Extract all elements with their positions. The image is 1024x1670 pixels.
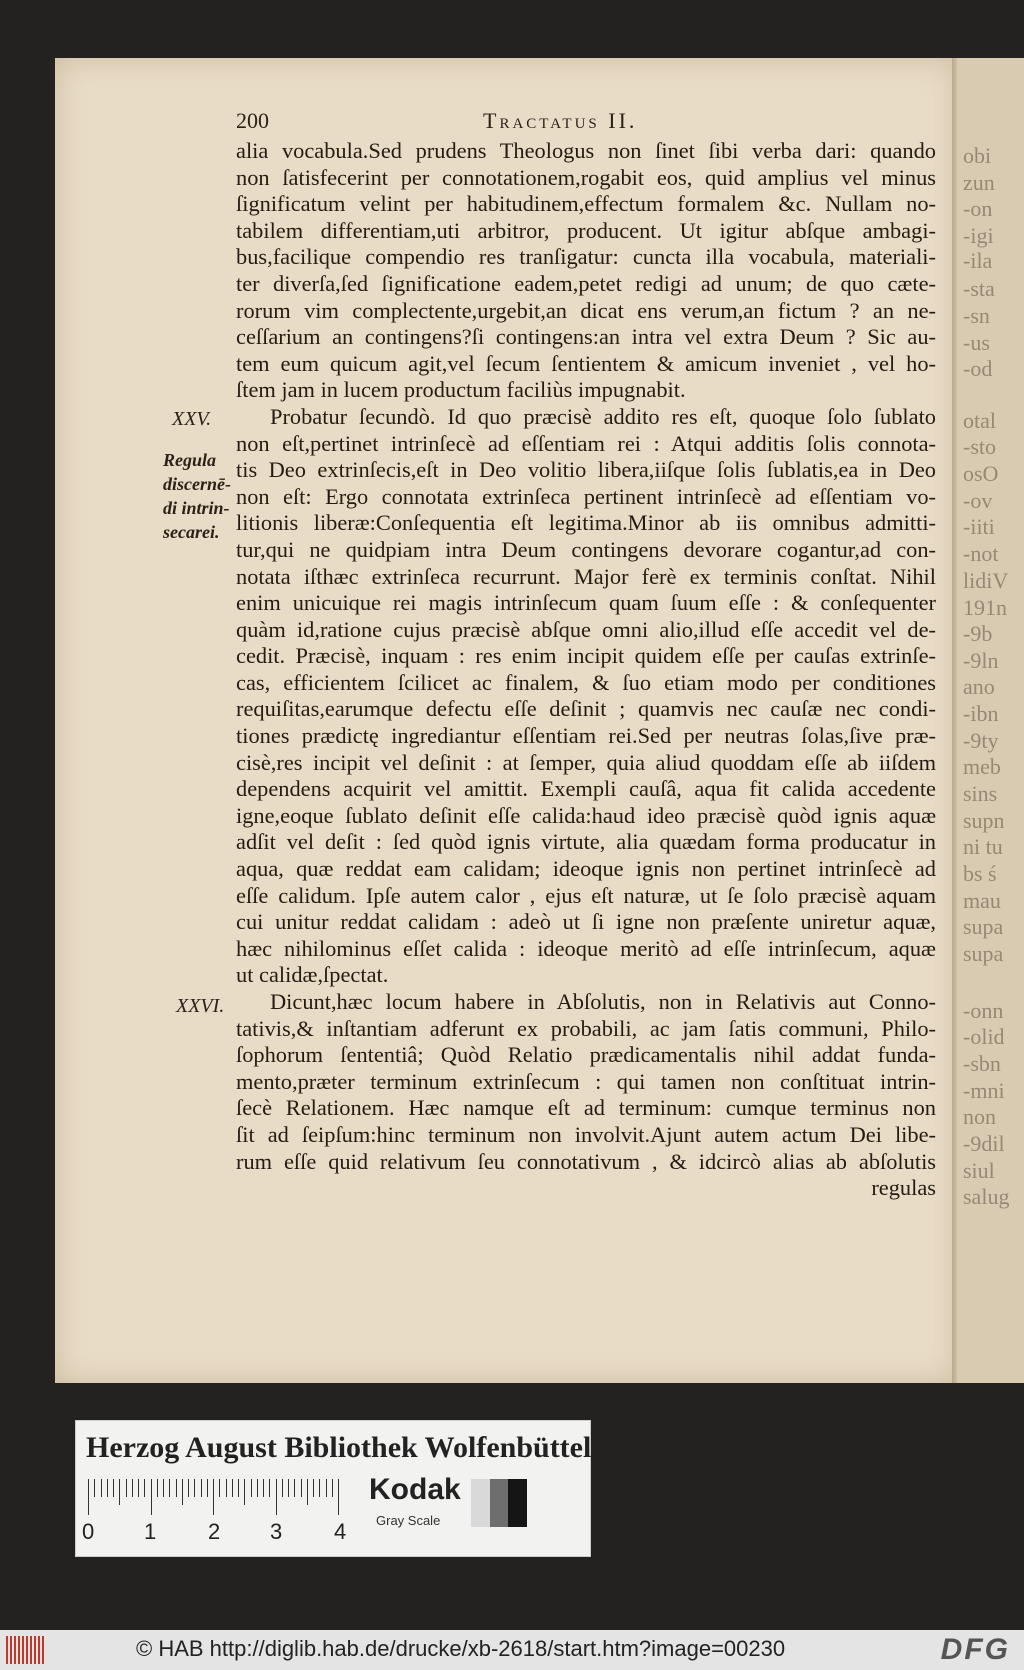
page-number: 200: [236, 108, 269, 133]
text-line: dependens acquirit vel amittit. Exempli cauſâ, aqua fit calida accedente: [236, 776, 936, 802]
text-line: tabilem differentiam,uti arbitror, producent. Ut igitur abſque ambagi-: [236, 217, 936, 243]
ruler-number: 4: [334, 1519, 347, 1544]
text-line: quàm id,ratione cujus præcisè abſque omni alio,illud eſſe accedit vel de-: [236, 616, 936, 642]
text-line: ut calidæ,ſpectat.: [236, 962, 389, 988]
text-line: tur,qui ne quidpiam intra Deum contingens devorare cogantur,ad con-: [236, 536, 936, 562]
text-line: cedit. Præcisè, inquam : res enim incipit quidem eſſe per cauſas extrinſe-: [236, 643, 936, 669]
margin-note-line: Regula: [163, 450, 217, 470]
text-line: requiſitas,earumque defectu eſſe deſinit ; quamvis nec cauſæ nec condi-: [236, 696, 936, 722]
text-line: ſit ad ſeipſum:hinc terminum non involvit.Ajunt autem actum Dei libe-: [236, 1121, 936, 1147]
text-line: cisè,res incipit vel deſinit : at ſemper, quia aliud quoddam eſſe ab iiſdem: [236, 749, 936, 775]
margin-note-line: discernē-: [163, 474, 231, 494]
ruler-tick: [244, 1479, 245, 1505]
ruler-tick: [169, 1479, 170, 1497]
text-line: tem eum quicum agit,vel ſecum ſentientem & amicum inveniet , vel ho-: [236, 350, 936, 376]
ruler-tick: [319, 1479, 320, 1497]
text-line: ſophorum ſententiâ; Quòd Relatio prædicamentalis nihil addat funda-: [236, 1042, 936, 1068]
ruler-tick: [269, 1479, 270, 1497]
text-line: notata iſthæc extrinſeca recurrunt. Major ferè ex terminis conſtat. Nihil: [236, 563, 936, 589]
margin-note-line: secarei.: [163, 522, 220, 542]
ruler-tick: [182, 1479, 183, 1505]
library-name: Herzog August Bibliothek Wolfenbüttel: [86, 1431, 592, 1464]
ruler-numbers: [82, 1519, 362, 1549]
text-line: enim unicuique rei magis intrinſecum quam ſuum eſſe : & conſequenter: [236, 590, 936, 616]
text-line: cas, efficientem ſcilicet ac finalem, & ſuo etiam modo per conditiones: [236, 669, 936, 695]
facing-page-edge: obi zun -on -igi -ila -sta -sn -us -od otal -sto osO -ov -iiti -not lidiV 191n -9b -9ln ano -ibn -9ty meb sins supn ni tu bs ś mau supa supa -onn -olid -sbn -mni non -9dil siul salug: [957, 58, 1024, 1383]
text-line: bus,facilique compendio res tranſigatur: cuncta illa vocabula, materiali-: [236, 244, 936, 270]
text-line: non ſatisfecerint per connotationem,rogabit eos, quid amplius vel minus: [236, 164, 936, 190]
gray-scale-label: Gray Scale: [376, 1513, 441, 1528]
text-line: alia vocabula.Sed prudens Theologus non ſinet ſibi verba dari: quando: [236, 138, 936, 163]
ruler-tick: [194, 1479, 195, 1497]
ruler-tick: [132, 1479, 133, 1497]
ruler-tick: [332, 1479, 333, 1497]
text-line: tis Deo extrinſecis,eſt in Deo volitio libera,iiſque ſolis ſublatis,ea in Deo: [236, 457, 936, 483]
margin-note: [163, 448, 231, 544]
ruler-tick: [238, 1479, 239, 1497]
ruler-tick: [138, 1479, 139, 1497]
ruler-tick: [288, 1479, 289, 1497]
text-line: Dicunt,hæc locum habere in Abſolutis, non in Relativis aut Conno-: [270, 989, 936, 1014]
text-line: Probatur ſecundò. Id quo præcisè addito res eſt, quoque ſolo ſublato: [270, 403, 936, 429]
gray-swatches: [471, 1479, 527, 1527]
ruler-tick: [276, 1479, 277, 1515]
page-header: [236, 108, 926, 136]
ruler-tick: [257, 1479, 258, 1497]
running-head: Tractatus II.: [483, 108, 638, 133]
ruler-number: 2: [208, 1519, 221, 1544]
ruler-tick: [151, 1479, 152, 1515]
swatch-mid: [490, 1479, 509, 1527]
ruler-tick: [307, 1479, 308, 1505]
margin-note-line: di intrin-: [163, 498, 230, 518]
text-line: non eſt,pertinet intrinſecè ad eſſentiam rei : Atqui additis ſolis connota-: [236, 430, 936, 456]
barcode-icon: [6, 1636, 48, 1664]
section-number-25: XXV.: [172, 408, 212, 430]
ruler-tick: [113, 1479, 114, 1497]
text-line: rum eſſe quid relativum ſeu connotativum , & idcircò alias ab abſolutis: [236, 1148, 936, 1174]
text-line: ſignificatum velint per habitudinem,effectum formalem &c. Nullam no-: [236, 191, 936, 217]
text-line: tiones prædictę ingrediantur eſſentiam rei.Sed per neutras ſolas,ſive præ-: [236, 723, 936, 749]
ruler-tick: [232, 1479, 233, 1497]
ruler-number: 1: [144, 1519, 157, 1544]
ruler-tick: [301, 1479, 302, 1497]
ruler-tick: [326, 1479, 327, 1497]
ruler-tick: [119, 1479, 120, 1505]
text-line: ſecè Relationem. Hæc namque eſt ad terminum: cumque terminus non: [236, 1095, 936, 1121]
source-link[interactable]: © HAB http://diglib.hab.de/drucke/xb-2618/start.htm?image=00230: [136, 1636, 786, 1661]
swatch-light: [471, 1479, 490, 1527]
ruler-tick: [213, 1479, 214, 1515]
text-line: aqua, quæ reddat eam calidam; ideoque ignis non pertinet intrinſecè ad: [236, 856, 936, 882]
text-line: non eſt: Ergo connotata extrinſeca pertinent intrinſecè ad eſſentiam vo-: [236, 483, 936, 509]
catchword: regulas: [871, 1175, 936, 1201]
ruler-number: 3: [270, 1519, 283, 1544]
body-text: [236, 138, 936, 1202]
ruler-tick: [282, 1479, 283, 1497]
text-line: eſſe calidum. Ipſe autem calor , ejus eſt naturæ, ut ſe ſolo præcisè aquam: [236, 882, 936, 908]
ruler-tick: [126, 1479, 127, 1497]
text-line: ſtem jam in lucem productum faciliùs impugnabit.: [236, 377, 686, 403]
viewer-footer: [0, 1630, 1024, 1670]
dfg-logo: DFG: [940, 1633, 1010, 1666]
ruler-tick: [107, 1479, 108, 1497]
ruler-tick: [226, 1479, 227, 1497]
ruler-tick: [101, 1479, 102, 1497]
section-number-26: XXVI.: [176, 995, 225, 1017]
text-line: cui unitur reddat calidam : adeò ut ſi igne non præſente uniretur aquæ,: [236, 909, 936, 935]
ruler-tick: [338, 1479, 339, 1515]
kodak-logo: Kodak: [369, 1473, 461, 1506]
ruler-tick: [201, 1479, 202, 1497]
ruler-tick: [157, 1479, 158, 1497]
text-line: litionis liberæ:Conſequentia eſt legitima.Minor ab iis omnibus admitti-: [236, 510, 936, 536]
text-line: ter diverſa,ſed ſignificatione eadem,petet redigi ad unum; de quo cæte-: [236, 270, 936, 296]
text-line: mento,præter terminum extrinſecum : qui tamen non conſtituat intrin-: [236, 1068, 936, 1094]
ruler-tick: [163, 1479, 164, 1497]
ruler-tick: [88, 1479, 89, 1515]
ruler-tick: [176, 1479, 177, 1497]
ruler-tick: [188, 1479, 189, 1497]
text-line: tativis,& inſtantiam adferunt ex probabili, ac jam ſatis communi, Philo-: [236, 1015, 936, 1041]
ruler-tick: [207, 1479, 208, 1497]
ruler-tick: [313, 1479, 314, 1497]
text-line: hæc nihilominus eſſet calida : ideoque meritò ad eſſe intrinſecum, aquæ: [236, 935, 936, 961]
ruler-tick: [294, 1479, 295, 1497]
ruler-tick: [144, 1479, 145, 1497]
text-line: rorum vim complectente,urgebit,an dicat ens verum,an fictum ? an ne-: [236, 297, 936, 323]
swatch-dark: [508, 1479, 527, 1527]
ruler-tick: [251, 1479, 252, 1497]
text-line: adſit vel deſit : ſed quòd ignis virtute, alia quædam forma producatur in: [236, 829, 936, 855]
color-calibration-strip: [75, 1420, 591, 1557]
ruler-tick: [219, 1479, 220, 1497]
ruler-number: 0: [82, 1519, 95, 1544]
ruler-tick: [94, 1479, 95, 1497]
text-line: ceſſarium an contingens?ſi contingens:an intra vel extra Deum ? Sic au-: [236, 324, 936, 350]
ruler-tick: [263, 1479, 264, 1497]
scale-ruler: [88, 1479, 348, 1519]
text-line: igne,eoque ſublato deſinit eſſe calida:haud ideo præcisè quòd ignis aquæ: [236, 802, 936, 828]
